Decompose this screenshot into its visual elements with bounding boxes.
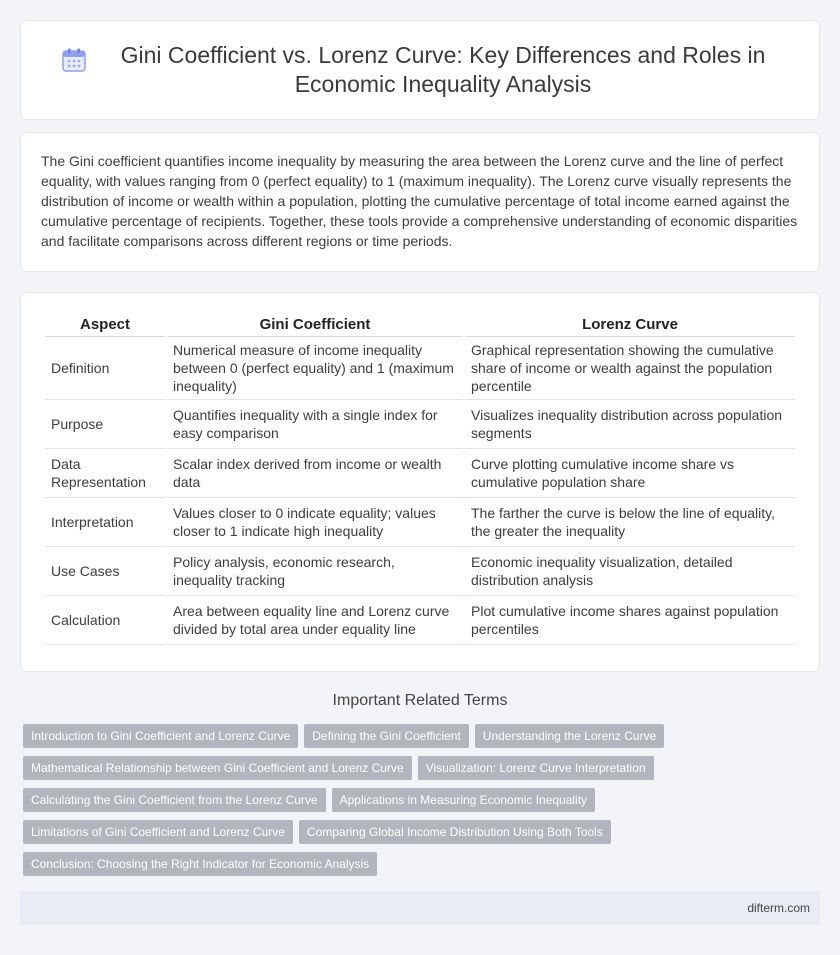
- header-gini: Gini Coefficient: [167, 313, 463, 337]
- related-term-tag[interactable]: Understanding the Lorenz Curve: [475, 724, 664, 748]
- related-term-tag[interactable]: Defining the Gini Coefficient: [304, 724, 469, 748]
- page-title: Gini Coefficient vs. Lorenz Curve: Key Differences and Roles in Economic Inequality Analysis: [120, 42, 766, 97]
- cell-gini: Policy analysis, economic research, inequality tracking: [167, 547, 463, 596]
- header-lorenz: Lorenz Curve: [465, 313, 795, 337]
- cell-aspect: Data Representation: [45, 449, 165, 498]
- related-term-tag[interactable]: Comparing Global Income Distribution Using Both Tools: [299, 820, 611, 844]
- cell-lorenz: Curve plotting cumulative income share vs cumulative population share: [465, 449, 795, 498]
- footer: [20, 891, 820, 925]
- cell-lorenz: Economic inequality visualization, detailed distribution analysis: [465, 547, 795, 596]
- related-term-tag[interactable]: Mathematical Relationship between Gini Coefficient and Lorenz Curve: [23, 756, 412, 780]
- cell-gini: Values closer to 0 indicate equality; values closer to 1 indicate high inequality: [167, 498, 463, 547]
- intro-text: The Gini coefficient quantifies income inequality by measuring the area between the Lorenz curve and the line of perfect equality, with values ranging from 0 (perfect equality) to 1 (maximum inequality). The Lorenz curve visually represents the distribution of income or wealth within a population, plotting the cumulative percentage of total income earned against the cumulative percentage of recipients. Together, these tools provide a comprehensive understanding of economic disparities and facilitate comparisons across different regions or time periods.: [41, 153, 798, 249]
- table-row: [45, 449, 795, 498]
- related-term-tag[interactable]: Applications in Measuring Economic Inequality: [332, 788, 595, 812]
- related-term-tag[interactable]: Limitations of Gini Coefficient and Lorenz Curve: [23, 820, 293, 844]
- related-term-tag[interactable]: Visualization: Lorenz Curve Interpretation: [418, 756, 654, 780]
- comparison-table-card: [20, 292, 820, 672]
- cell-gini: Scalar index derived from income or wealth data: [167, 449, 463, 498]
- cell-lorenz: The farther the curve is below the line of equality, the greater the inequality: [465, 498, 795, 547]
- cell-lorenz: Plot cumulative income shares against population percentiles: [465, 596, 795, 645]
- table-header-row: [45, 313, 795, 337]
- cell-gini: Area between equality line and Lorenz curve divided by total area under equality line: [167, 596, 463, 645]
- table-row: [45, 498, 795, 547]
- related-terms-list: [23, 724, 813, 884]
- table-row: [45, 596, 795, 645]
- cell-aspect: Calculation: [45, 596, 165, 645]
- related-term-tag[interactable]: Conclusion: Choosing the Right Indicator for Economic Analysis: [23, 852, 377, 876]
- cell-aspect: Interpretation: [45, 498, 165, 547]
- cell-aspect: Purpose: [45, 400, 165, 449]
- cell-gini: Quantifies inequality with a single index for easy comparison: [167, 400, 463, 449]
- header-aspect: Aspect: [45, 313, 165, 337]
- related-term-tag[interactable]: Introduction to Gini Coefficient and Lorenz Curve: [23, 724, 298, 748]
- footer-site-link[interactable]: difterm.com: [747, 901, 810, 915]
- related-term-tag[interactable]: Calculating the Gini Coefficient from the Lorenz Curve: [23, 788, 326, 812]
- cell-gini: Numerical measure of income inequality between 0 (perfect equality) and 1 (maximum inequality): [167, 337, 463, 400]
- header-card: [20, 20, 820, 120]
- calendar-icon: [61, 47, 87, 73]
- intro-card: [20, 132, 820, 272]
- cell-aspect: Definition: [45, 337, 165, 400]
- cell-lorenz: Visualizes inequality distribution across population segments: [465, 400, 795, 449]
- table-row: [45, 400, 795, 449]
- title-wrap: [61, 41, 779, 99]
- table-row: [45, 337, 795, 400]
- cell-lorenz: Graphical representation showing the cumulative share of income or wealth against the population percentile: [465, 337, 795, 400]
- table-row: [45, 547, 795, 596]
- cell-aspect: Use Cases: [45, 547, 165, 596]
- related-terms-title: Important Related Terms: [332, 692, 508, 709]
- comparison-table: [43, 313, 797, 645]
